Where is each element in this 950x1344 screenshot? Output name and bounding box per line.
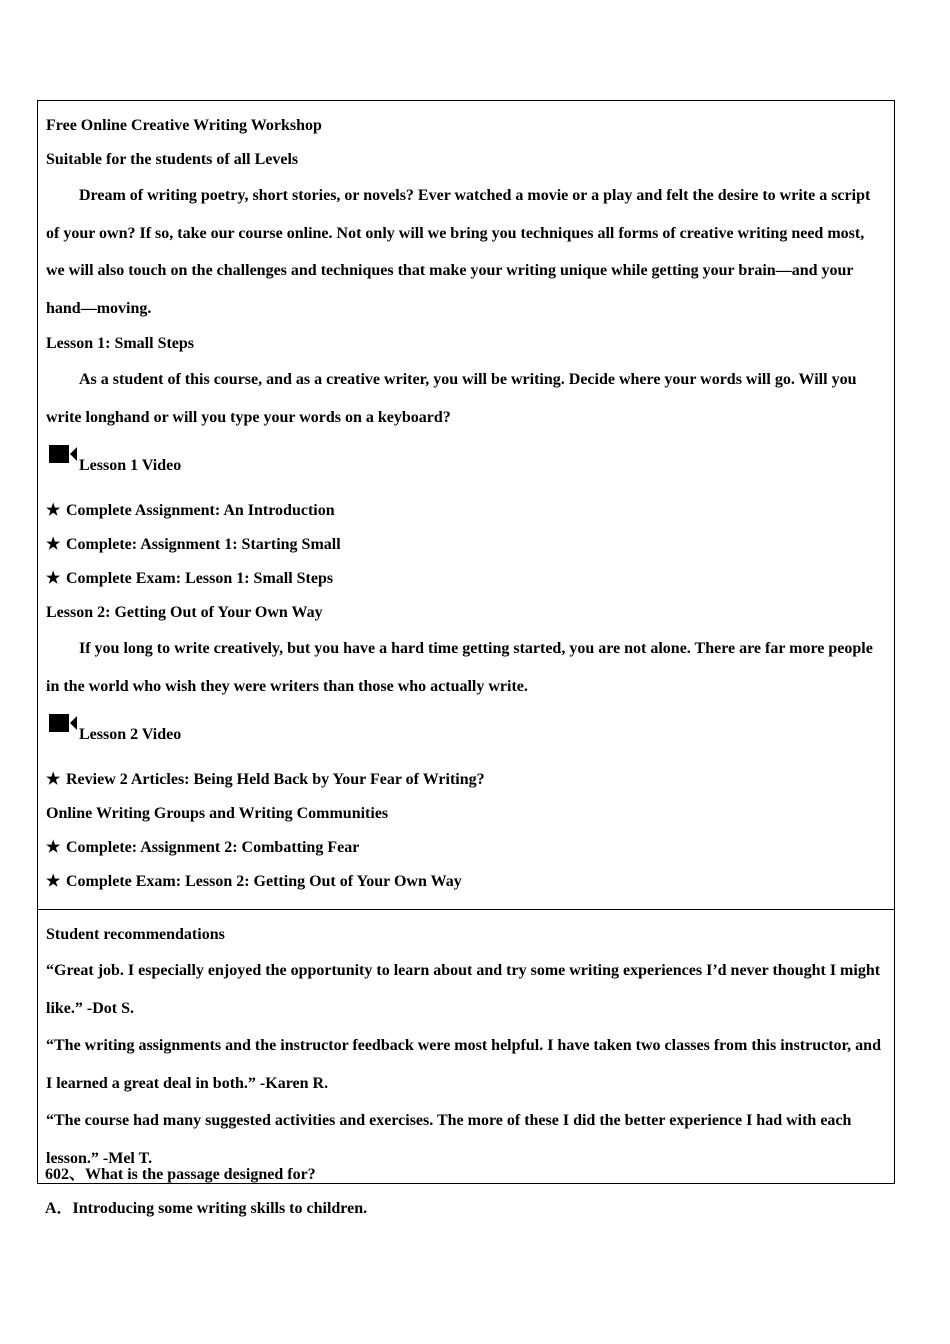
course-section	[38, 101, 894, 910]
lesson2-task[interactable]: ★ Complete: Assignment 2: Combatting Fear	[46, 831, 886, 865]
star-icon: ★	[46, 570, 61, 587]
star-icon: ★	[46, 839, 61, 856]
lesson2-review-task[interactable]: ★ Review 2 Articles: Being Held Back by Your Fear of Writing?	[46, 763, 886, 797]
option-a[interactable]: A．Introducing some writing skills to children.	[45, 1200, 368, 1217]
workshop-title: Free Online Creative Writing Workshop	[46, 117, 322, 134]
recommendations-heading: Student recommendations	[46, 926, 225, 943]
recommendation-item: “The writing assignments and the instructor feedback were most helpful. I have taken two classes from this instructor, and I learned a great deal in both.” -Karen R.	[46, 1037, 881, 1092]
writing-groups-link[interactable]: Online Writing Groups and Writing Communities	[46, 805, 389, 822]
workshop-subtitle: Suitable for the students of all Levels	[46, 151, 299, 168]
lesson1-task[interactable]: ★ Complete Exam: Lesson 1: Small Steps	[46, 562, 886, 596]
question-block	[45, 1158, 895, 1226]
lesson2-task[interactable]: ★ Complete Exam: Lesson 2: Getting Out of Your Own Way	[46, 865, 886, 899]
star-icon: ★	[46, 873, 61, 890]
recommendations-section	[38, 910, 894, 1183]
lesson1-video-link[interactable]	[46, 436, 886, 494]
star-icon: ★	[46, 771, 61, 788]
lesson2-video-label: Lesson 2 Video	[79, 726, 182, 743]
workshop-box	[37, 100, 895, 1184]
lesson1-heading: Lesson 1: Small Steps	[46, 335, 195, 352]
lesson2-video-link[interactable]	[46, 705, 886, 763]
video-camera-icon	[49, 444, 79, 464]
lesson1-text: As a student of this course, and as a creative writer, you will be writing. Decide where your words will go. Will you write longhand or will you type your words on a keyboard?	[46, 371, 857, 426]
lesson1-task[interactable]: ★ Complete Assignment: An Introduction	[46, 494, 886, 528]
recommendation-item: “Great job. I especially enjoyed the opportunity to learn about and try some writing experiences I’d never thought I might like.” -Dot S.	[46, 962, 881, 1017]
star-icon: ★	[46, 536, 61, 553]
lesson1-task[interactable]: ★ Complete: Assignment 1: Starting Small	[46, 528, 886, 562]
recommendation-item: “The course had many suggested activities and exercises. The more of these I did the better experience I had with each lesson.” -Mel T.	[46, 1112, 852, 1167]
lesson2-heading: Lesson 2: Getting Out of Your Own Way	[46, 604, 323, 621]
lesson2-text: If you long to write creatively, but you have a hard time getting started, you are not alone. There are far more people in the world who wish they were writers than those who actually write.	[46, 640, 873, 695]
intro-paragraph: Dream of writing poetry, short stories, or novels? Ever watched a movie or a play and felt the desire to write a script of your own? If so, take our course online. Not only will we bring you techniques all forms of creative writing need most, we will also touch on the challenges and techniques that make your writing unique while getting your brain—and your hand—moving.	[46, 187, 871, 317]
question-stem: 602、What is the passage designed for?	[45, 1166, 316, 1183]
video-camera-icon	[49, 713, 79, 733]
star-icon: ★	[46, 502, 61, 519]
lesson1-video-label: Lesson 1 Video	[79, 457, 182, 474]
